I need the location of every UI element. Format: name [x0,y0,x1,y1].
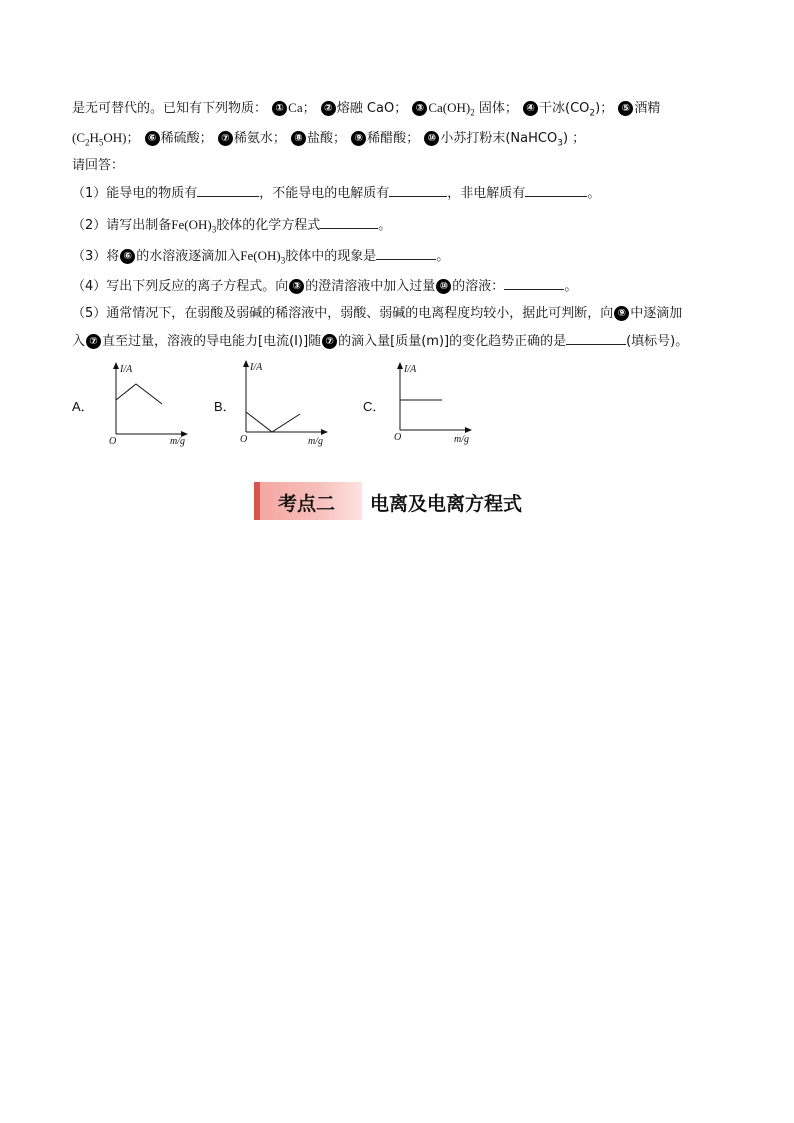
separator: ； [572,131,586,146]
question-4 [72,278,577,296]
section-tag [254,482,362,520]
answer-blank [525,185,587,197]
num-badge: ⑦ [86,334,101,349]
question-text: （2）请写出制备 [72,218,172,233]
question-1 [72,185,600,203]
question-text: 。 [587,186,601,201]
question-text: 。 [436,249,450,264]
question-text: 直至过量，溶液的导电能力[电流(I)]随 [102,334,322,349]
question-text: （4）写出下列反应的离子方程式。向 [72,279,289,294]
num-badge: ⑥ [120,249,135,264]
num-badge: ⑨ [351,131,366,146]
section-title: 电离及电离方程式 [370,493,523,515]
option-b-graph [232,358,332,448]
num-badge: ⑦ [218,131,233,146]
separator: ； [126,131,140,146]
substance-text: 熔融 CaO [336,101,395,116]
answer-blank [376,248,436,260]
question-text: 的溶液： [452,279,505,294]
question-text: 胶体的化学方程式 [216,218,321,233]
trend-line [246,412,300,432]
question-text: 的滴入量[质量(m)]的变化趋势正确的是 [338,334,567,349]
separator: ； [406,131,420,146]
origin-label: O [240,434,248,445]
question-3 [72,247,449,270]
y-axis-label: I/A [404,364,417,375]
separator: ； [333,131,347,146]
num-badge: ③ [289,279,304,294]
option-a-graph [100,360,190,447]
question-text: （3）将 [72,249,120,264]
formula: Fe(OH) [171,217,212,232]
question-5-line-1 [72,305,682,323]
subscript: 2 [85,137,90,148]
subscript: 5 [98,137,104,148]
x-axis-label: m/g [308,436,323,447]
substance-text: ) [562,131,569,146]
option-c-label: C． [363,399,386,414]
substance-text: 小苏打粉末(NaHCO [440,131,558,146]
substance-text: 干冰(CO [539,101,590,116]
origin-label: O [109,436,117,447]
num-badge: ⑩ [424,131,439,146]
answer-blank [389,185,447,197]
subscript: 3 [211,224,217,235]
substance-text: ) [595,101,601,116]
y-axis-label: I/A [120,364,133,375]
substance-text: (C [72,130,85,145]
substance-text: 固体 [474,101,505,116]
intro-lead: 是无可替代的。已知有下列物质： [72,101,268,116]
subscript: 2 [470,107,475,118]
num-badge: ⑨ [614,306,629,321]
num-badge: ⑤ [618,101,633,116]
substance-text: 稀醋酸 [367,131,407,146]
option-c-graph [386,360,476,444]
num-badge: ⑦ [322,334,337,349]
y-axis-label: I/A [250,362,263,373]
separator: ； [302,101,316,116]
question-text: 中逐滴加 [630,306,683,321]
num-badge: ⑧ [291,131,306,146]
subscript: 2 [589,108,596,119]
num-badge: ⑥ [145,131,160,146]
num-badge: ② [321,101,336,116]
x-arrow [321,429,328,435]
x-arrow [465,427,472,433]
separator: ； [394,101,408,116]
question-text: （5）通常情况下，在弱酸及弱碱的稀溶液中，弱酸、弱碱的电离程度均较小，据此可判断，向 [72,306,614,321]
answer-blank [320,217,378,229]
substance-text: Ca [288,100,303,115]
option-b-label: B． [214,399,236,414]
separator: ； [504,101,518,116]
substance-line-1 [72,99,660,123]
prompt-text: 请回答： [72,158,125,173]
substance-text: OH) [103,130,127,145]
separator: ； [272,131,286,146]
origin-label: O [394,432,402,443]
x-axis-label: m/g [170,436,185,447]
answer-blank [566,333,626,345]
substance-text: 稀硫酸 [160,131,200,146]
y-arrow [243,360,249,367]
num-badge: ⑩ [436,279,451,294]
substance-text: H [89,130,99,145]
question-text: 的水溶液逐滴加入 [136,249,241,264]
section-tag-text: 考点二 [278,493,336,515]
y-arrow [397,362,403,369]
question-text: (填标号)。 [626,334,689,349]
question-text: 胶体中的现象是 [285,249,377,264]
question-text: ，不能导电的电解质有 [259,186,390,201]
substance-text: 盐酸 [307,131,334,146]
question-text: 入 [72,334,86,349]
answer-blank [504,278,564,290]
substance-text: Ca(OH) [428,100,471,115]
num-badge: ④ [523,101,538,116]
question-text: （1）能导电的物质有 [72,186,198,201]
question-5-line-2 [72,333,688,351]
answer-blank [197,185,259,197]
substance-line-2 [72,129,585,153]
question-2 [72,216,391,239]
subscript: 3 [557,138,563,149]
formula: Fe(OH) [240,248,281,263]
option-a-label: A． [72,399,94,414]
num-badge: ① [272,101,287,116]
question-text: 。 [564,279,578,294]
substance-text: 稀氨水 [233,131,273,146]
question-text: ，非电解质有 [447,186,526,201]
subscript: 3 [280,255,286,266]
num-badge: ③ [412,101,427,116]
x-axis-label: m/g [454,434,469,445]
y-arrow [113,362,119,369]
trend-line [116,384,162,404]
substance-text: 酒精 [634,101,661,116]
question-text: 的澄清溶液中加入过量 [305,279,436,294]
separator: ； [199,131,213,146]
question-text: 。 [378,218,392,233]
separator: ； [600,101,614,116]
